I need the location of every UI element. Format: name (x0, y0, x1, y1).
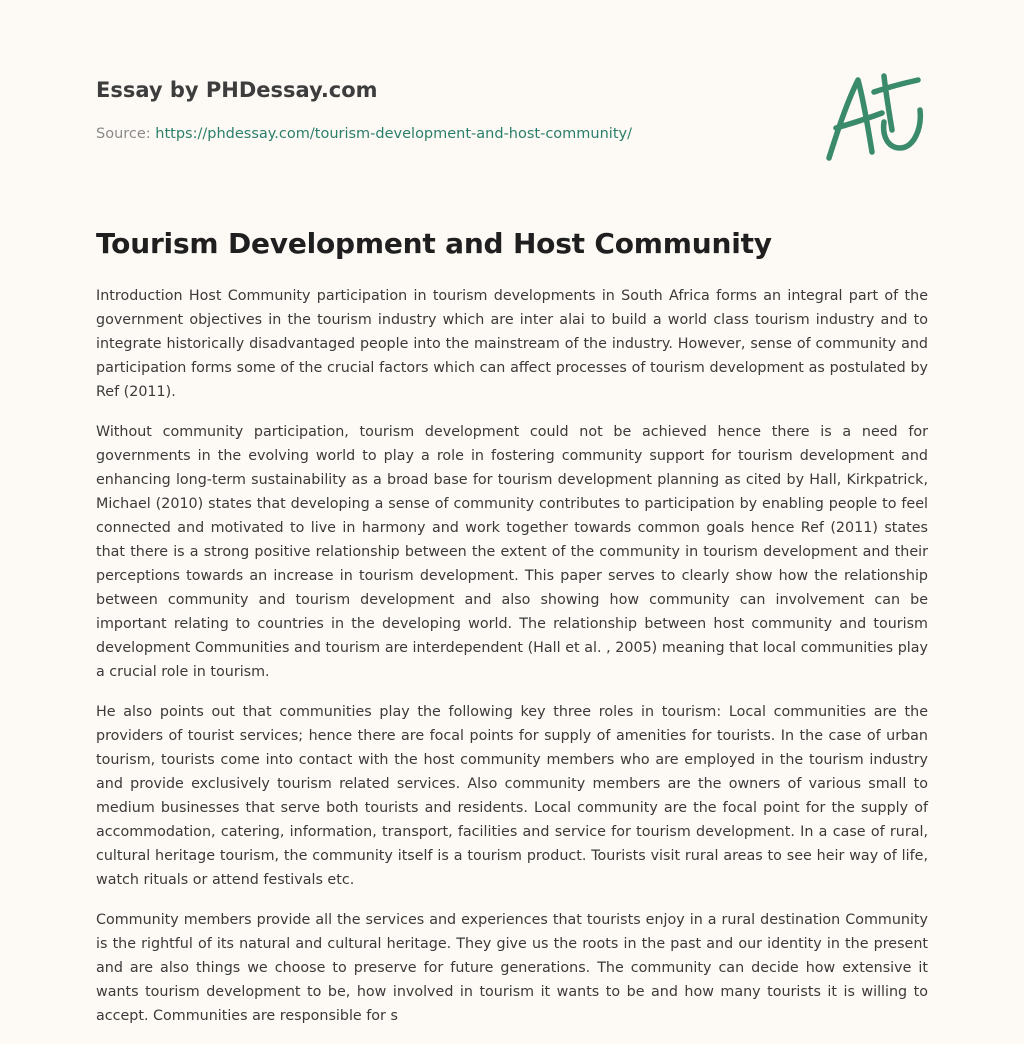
source-label: Source: (96, 126, 151, 142)
essay-paragraph: Introduction Host Community participation in tourism developments in South Africa forms an integral part of the government objectives in the tourism industry which are inter alai to build a world class tourism industry and to integrate historically disadvantaged people into the mainstream of the industry. However, sense of community and participation forms some of the crucial factors which can affect processes of tourism development as postulated by Ref (2011). (96, 288, 928, 400)
essay-title: Tourism Development and Host Community (96, 227, 772, 260)
brand-title: Essay by PHDessay.com (96, 78, 378, 102)
essay-paragraph: Community members provide all the services and experiences that tourists enjoy in a rural destination Community is the rightful of its natural and cultural heritage. They give us the roots in the past and our identity in the present and are also things we choose to preserve for future generations. The community can decide how extensive it wants tourism development to be, how involved in tourism it wants to be and how many tourists it is willing to accept. Communities are responsible for s (96, 912, 928, 1024)
a-plus-grade-icon (822, 66, 930, 166)
source-line (96, 124, 736, 144)
essay-body (96, 284, 928, 1044)
essay-header (96, 76, 736, 144)
source-link[interactable]: https://phdessay.com/tourism-development-and-host-community/ (155, 126, 632, 142)
essay-paragraph: He also points out that communities play the following key three roles in tourism: Local communities are the providers of tourist services; hence there are focal points for supply of amenities for tourists. In the case of urban tourism, tourists come into contact with the host community members who are employed in the tourism industry and provide exclusively tourism related services. Also community members are the owners of various small to medium businesses that serve both tourists and residents. Local community are the focal point for the supply of accommodation, catering, information, transport, facilities and service for tourism development. In a case of rural, cultural heritage tourism, the community itself is a tourism product. Tourists visit rural areas to see heir way of life, watch rituals or attend festivals etc. (96, 704, 928, 888)
essay-paragraph: Without community participation, tourism development could not be achieved hence there is a need for governments in the evolving world to play a role in fostering community support for tourism development and enhancing long-term sustainability as a broad base for tourism development planning as cited by Hall, Kirkpatrick, Michael (2010) states that developing a sense of community contributes to participation by enabling people to feel connected and motivated to live in harmony and work together towards common goals hence Ref (2011) states that there is a strong positive relationship between the extent of the community in tourism development and their perceptions towards an increase in tourism development. This paper serves to clearly show how the relationship between community and tourism development and also showing how community can involvement can be important relating to countries in the developing world. The relationship between host community and tourism development Communities and tourism are interdependent (Hall et al. , 2005) meaning that local communities play a crucial role in tourism. (96, 424, 928, 680)
